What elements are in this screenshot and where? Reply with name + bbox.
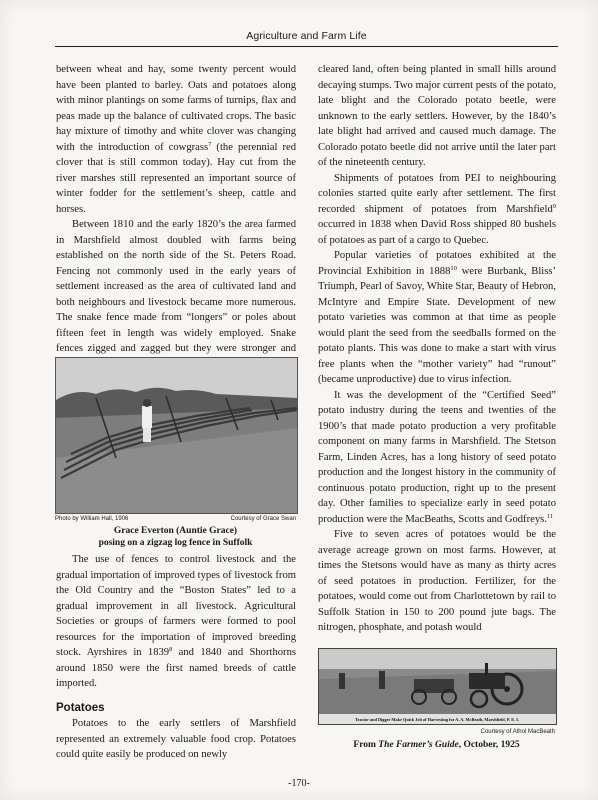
header-rule (55, 46, 558, 47)
tractor-photo-image (319, 649, 556, 724)
footnote-7: 7 (208, 140, 212, 148)
footnote-8: 8 (169, 646, 173, 653)
right-column (318, 62, 556, 636)
running-header: Agriculture and Farm Life (246, 30, 367, 42)
left-p3-text: The use of fences to control livestock and the gradual importation of improved types of livestock from the Old Country and the “Boston States” led to a gradual improvement in all livestock. Agricultural Societies or groups of farmers were formed to pool resources for the importation of improved breeding stock. Ayrshires in 1839 (56, 554, 296, 658)
zigzag-fence-photo (55, 357, 298, 514)
photo-right-credit: Courtesy of Athol MacBeath (480, 729, 555, 735)
left-p1-end: (the perennial red clover that is still common today). Hay cut from the river marshes still represented an important source of winter fodder for the settlement’s sheep, cattle and horses. (56, 141, 296, 215)
tractor-digger-photo (318, 648, 557, 725)
left-column-top (56, 62, 296, 372)
right-paragraph-3 (318, 248, 556, 388)
footnote-9: 9 (552, 202, 556, 210)
photo-left-caption (55, 526, 296, 549)
right-p2-end: occurred in 1838 when David Ross shipped 80 bushels of potatoes as part of a cargo to Quebec. (318, 219, 556, 246)
left-paragraph-2: Between 1810 and the early 1820’s the area farmed in Marshfield almost doubled with farms being established on the north side of the St. Peters Road. Fencing not commonly used in the early years of settlement increased as the area of cultivated land and both neighbours and livestock became more numerous. The snake fence made from “longers” or poles about fifteen feet in length was widely employed. Snake fences zigged and zagged but they were stronger and (56, 219, 296, 354)
right-paragraph-4 (318, 388, 556, 528)
photo-left-credits (55, 516, 296, 522)
right-p3-end: were Burbank, Bliss’ Triumph, Pearl of Savoy, White Star, Beauty of Hebron, McIntyre and Empire State. Development of new potato varieties was common at that time as people would plant the seed from the seedballs formed on the potato plants. This was done to make a start with virus free plants when the “mother variety” had “runout” (became unproductive) due to virus infection. (318, 265, 556, 385)
photo-left-credit-courtesy: Courtesy of Grace Swan (230, 516, 296, 522)
left-paragraph-3 (56, 552, 296, 692)
right-p2-text: Shipments of potatoes from PEI to neighbouring colonies started quite early after settlement. The first recorded shipment of potatoes from Marshfield (318, 172, 556, 215)
potatoes-heading: Potatoes (56, 701, 105, 714)
page-number: -170- (288, 778, 310, 789)
left-paragraph-4: Potatoes to the early settlers of Marshfield represented an extremely valuable food crop. Potatoes could quite easily be produced on newly (56, 718, 296, 760)
left-column-bottom (56, 552, 296, 763)
left-paragraph-1 (56, 62, 296, 217)
photo-right-inline-caption: Tractor and Digger Make Quick Job of Harvesting for A. A. McBeath, Marshfield, P. E. I. (355, 717, 519, 722)
left-p1-text: between wheat and hay, some twenty percent would have been planted to barley. Oats and potatoes along with minor plantings on some farms of turnips, flax and peas made up the balance of cultivated crops. The basic hay mixture of timothy and white clover was changing with the introduction of cowgrass (56, 64, 296, 153)
left-p3-end: and 1840 and Shorthorns around 1850 were the first named breeds of cattle imported. (56, 647, 296, 689)
photo-right-caption-source: The Farmer’s Guide (378, 740, 459, 750)
potatoes-heading-wrap (56, 701, 296, 717)
right-paragraph-1: cleared land, often being planted in small hills around decaying stumps. Two major current pests of the potato, late blight and the Colorado potato beetle, were unknown to the early settlers. However, by the 1840’s late blight had arrived and caused much damage. The Colorado potato beetle did not arrive until the later part of the nineteenth century. (318, 64, 556, 168)
right-paragraph-2 (318, 171, 556, 249)
footnote-11: 11 (546, 512, 554, 520)
photo-right-caption-date: , October, 1925 (458, 740, 520, 750)
footnote-10: 10 (450, 264, 457, 272)
photo-right-caption-prefix: From (353, 740, 379, 750)
right-paragraph-5: Five to seven acres of potatoes would be the average acreage grown on most farms. However, at times the Stetsons would have as many as thirty acres of seed potatoes in production. Fertilizer, for the potatoes, would come out from Charlottetown by rail to Suffolk Station in 150 to 200 pound jute bags. The nitrogen, phosphate, and potash would (318, 529, 556, 633)
photo-left-caption-line1: Grace Everton (Auntie Grace) (113, 526, 238, 536)
photo-right-caption (318, 740, 555, 750)
photo-left-caption-line2: posing on a zigzag log fence in Suffolk (98, 537, 253, 548)
right-p4-text: It was the development of the “Certified Seed” potato industry during the teens and twenties of the 1900’s that made potato production a very profitable component on many farms in Marshfield. The Stetson Farm, Linden Acres, has a long history of seed potato production and the longest history in the community of continuous potato production, right up to the present day. Other families to specialize early in seed potato production were the MacBeaths, Scotts and Godfreys. (318, 389, 556, 525)
fence-photo-image (56, 358, 297, 513)
right-p3-text: Popular varieties of potatoes exhibited at the Provincial Exhibition in 1888 (318, 250, 556, 277)
photo-left-credit-photographer: Photo by William Hall, 1906 (55, 516, 129, 522)
